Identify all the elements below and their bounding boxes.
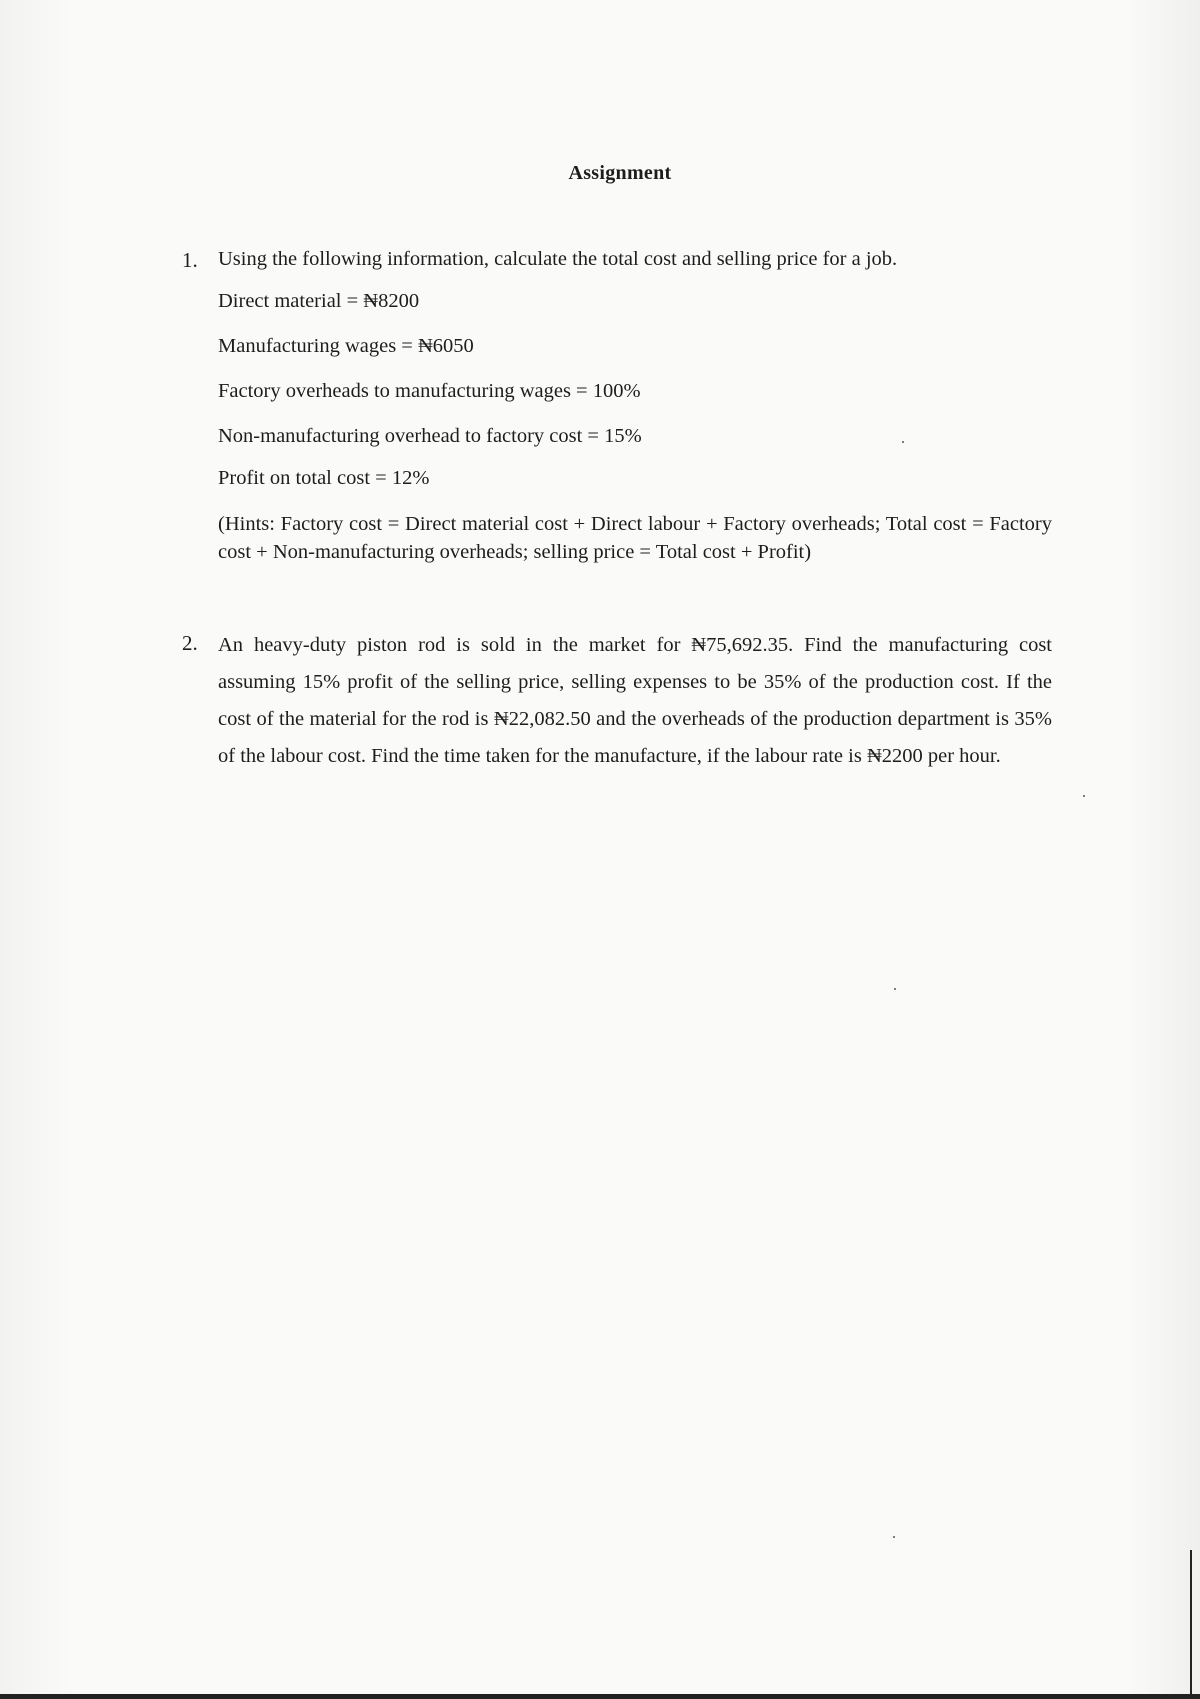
question-number: 1. [182, 248, 198, 272]
given-item: Non-manufacturing overhead to factory cost = 15% [218, 425, 642, 447]
page-title: Assignment [568, 162, 672, 184]
given-item: Manufacturing wages = ₦6050 [218, 335, 474, 357]
question-body: An heavy-duty piston rod is sold in the market for ₦75,692.35. Find the manufacturing cost assuming 15% profit of the selling price, selling expenses to be 35% of the production cost. If the cost of the material for the rod is ₦22,082.50 and the overheads of the production department is 35% of the labour cost. Find the time taken for the manufacture, if the labour rate is ₦2200 per hour. [218, 634, 1052, 767]
page-edge-shadow [1190, 1550, 1192, 1699]
scan-speck [893, 1536, 895, 1538]
question-intro: Using the following information, calculate the total cost and selling price for a job. [218, 248, 898, 270]
scan-speck [902, 441, 904, 443]
scan-speck [1083, 795, 1085, 797]
given-item: Profit on total cost = 12% [218, 467, 430, 489]
question-number: 2. [182, 631, 198, 655]
hint-text: (Hints: Factory cost = Direct material cost + Direct labour + Factory overheads; Total cost = Factory cost + Non-manufacturing overheads; selling price = Total cost + Profit) [218, 513, 1052, 563]
given-item: Factory overheads to manufacturing wages = 100% [218, 380, 641, 402]
scan-speck [894, 988, 896, 990]
page-edge-shadow [0, 1694, 1200, 1699]
given-item: Direct material = ₦8200 [218, 290, 420, 312]
